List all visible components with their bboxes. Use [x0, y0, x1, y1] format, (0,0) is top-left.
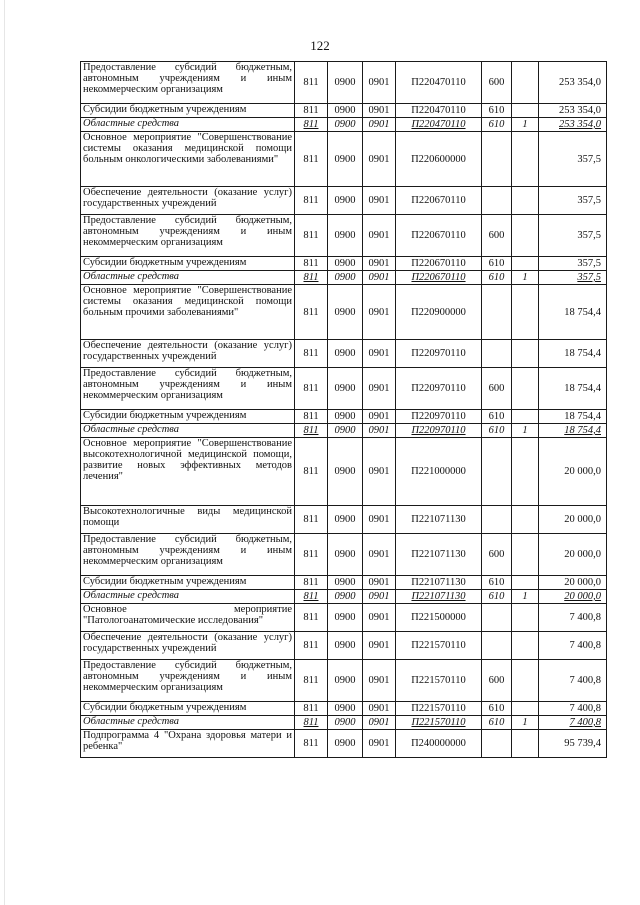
row-rz: 0900 — [328, 257, 363, 271]
row-pr: 0901 — [363, 187, 396, 215]
row-amount: 95 739,4 — [539, 730, 607, 758]
row-vr: 610 — [482, 590, 512, 604]
row-gr: 811 — [295, 257, 328, 271]
row-code: П221000000 — [396, 438, 482, 506]
row-vr — [482, 604, 512, 632]
row-source — [512, 438, 539, 506]
row-name: Субсидии бюджетным учреждениям — [81, 410, 295, 424]
row-vr: 600 — [482, 368, 512, 410]
row-name: Предоставление субсидий бюджетным, автономным учреждениям и иным некоммерческим организациям — [81, 534, 295, 576]
row-amount: 18 754,4 — [539, 424, 607, 438]
row-gr: 811 — [295, 660, 328, 702]
row-code: П220470110 — [396, 118, 482, 132]
row-gr: 811 — [295, 187, 328, 215]
row-rz: 0900 — [328, 410, 363, 424]
row-rz: 0900 — [328, 632, 363, 660]
row-rz: 0900 — [328, 271, 363, 285]
row-name: Высокотехнологичные виды медицинской помощи — [81, 506, 295, 534]
row-rz: 0900 — [328, 604, 363, 632]
row-code: П221071130 — [396, 534, 482, 576]
scan-edge-line — [4, 0, 5, 905]
row-gr: 811 — [295, 62, 328, 104]
row-rz: 0900 — [328, 590, 363, 604]
table-row — [81, 604, 607, 632]
row-source: 1 — [512, 424, 539, 438]
table-row — [81, 702, 607, 716]
table-row — [81, 506, 607, 534]
row-vr: 610 — [482, 257, 512, 271]
row-vr: 610 — [482, 576, 512, 590]
row-vr: 600 — [482, 660, 512, 702]
row-rz: 0900 — [328, 215, 363, 257]
row-gr: 811 — [295, 534, 328, 576]
row-amount: 18 754,4 — [539, 285, 607, 340]
row-pr: 0901 — [363, 534, 396, 576]
table-row — [81, 257, 607, 271]
row-vr: 610 — [482, 716, 512, 730]
table-row — [81, 215, 607, 257]
row-source: 1 — [512, 271, 539, 285]
row-code: П220670110 — [396, 215, 482, 257]
row-source — [512, 730, 539, 758]
row-gr: 811 — [295, 590, 328, 604]
row-pr: 0901 — [363, 438, 396, 506]
table-row — [81, 410, 607, 424]
row-vr: 610 — [482, 702, 512, 716]
row-code: П221071130 — [396, 576, 482, 590]
row-rz: 0900 — [328, 424, 363, 438]
row-rz: 0900 — [328, 660, 363, 702]
row-amount: 7 400,8 — [539, 716, 607, 730]
row-source: 1 — [512, 118, 539, 132]
row-source — [512, 576, 539, 590]
row-amount: 357,5 — [539, 271, 607, 285]
row-pr: 0901 — [363, 730, 396, 758]
row-amount: 18 754,4 — [539, 340, 607, 368]
row-code: П221071130 — [396, 506, 482, 534]
row-source — [512, 534, 539, 576]
table-row — [81, 632, 607, 660]
row-name: Основное мероприятие "Совершенствование высокотехнологичной медицинской помощи, развитие новых эффективных методов лечения" — [81, 438, 295, 506]
table-row — [81, 132, 607, 187]
row-rz: 0900 — [328, 285, 363, 340]
row-name: Предоставление субсидий бюджетным, автономным учреждениям и иным некоммерческим организациям — [81, 368, 295, 410]
row-name: Предоставление субсидий бюджетным, автономным учреждениям и иным некоммерческим организациям — [81, 215, 295, 257]
table-row — [81, 187, 607, 215]
row-vr: 610 — [482, 118, 512, 132]
row-rz: 0900 — [328, 506, 363, 534]
row-name: Областные средства — [81, 716, 295, 730]
row-gr: 811 — [295, 215, 328, 257]
row-name: Областные средства — [81, 271, 295, 285]
row-pr: 0901 — [363, 590, 396, 604]
row-source — [512, 702, 539, 716]
table-row — [81, 271, 607, 285]
row-amount: 18 754,4 — [539, 368, 607, 410]
row-rz: 0900 — [328, 132, 363, 187]
row-source: 1 — [512, 716, 539, 730]
row-source — [512, 132, 539, 187]
row-code: П220970110 — [396, 340, 482, 368]
row-source — [512, 368, 539, 410]
row-amount: 357,5 — [539, 215, 607, 257]
row-amount: 253 354,0 — [539, 62, 607, 104]
table-row — [81, 660, 607, 702]
row-gr: 811 — [295, 632, 328, 660]
row-pr: 0901 — [363, 340, 396, 368]
row-amount: 357,5 — [539, 257, 607, 271]
row-pr: 0901 — [363, 132, 396, 187]
row-amount: 20 000,0 — [539, 438, 607, 506]
row-vr: 610 — [482, 104, 512, 118]
row-name: Основное мероприятие "Совершенствование системы оказания медицинской помощи больным прочими заболеваниями" — [81, 285, 295, 340]
table-row — [81, 340, 607, 368]
row-amount: 7 400,8 — [539, 702, 607, 716]
row-vr — [482, 506, 512, 534]
row-source — [512, 632, 539, 660]
row-code: П221570110 — [396, 702, 482, 716]
row-name: Областные средства — [81, 590, 295, 604]
row-gr: 811 — [295, 271, 328, 285]
table-row — [81, 716, 607, 730]
row-amount: 20 000,0 — [539, 590, 607, 604]
row-gr: 811 — [295, 104, 328, 118]
row-code: П220670110 — [396, 271, 482, 285]
row-code: П221570110 — [396, 660, 482, 702]
row-gr: 811 — [295, 604, 328, 632]
row-code: П220470110 — [396, 104, 482, 118]
table-row — [81, 104, 607, 118]
table-row — [81, 534, 607, 576]
row-gr: 811 — [295, 132, 328, 187]
table-row — [81, 730, 607, 758]
row-source — [512, 215, 539, 257]
row-code: П220970110 — [396, 424, 482, 438]
row-code: П220970110 — [396, 368, 482, 410]
row-name: Основное мероприятие "Совершенствование системы оказания медицинской помощи больным онкологическими заболеваниями" — [81, 132, 295, 187]
row-vr — [482, 438, 512, 506]
row-source — [512, 660, 539, 702]
row-vr: 600 — [482, 215, 512, 257]
row-vr: 600 — [482, 62, 512, 104]
row-rz: 0900 — [328, 118, 363, 132]
row-vr: 610 — [482, 271, 512, 285]
row-rz: 0900 — [328, 104, 363, 118]
table-row — [81, 118, 607, 132]
row-code: П220970110 — [396, 410, 482, 424]
row-pr: 0901 — [363, 660, 396, 702]
row-name: Основное мероприятие "Патологоанатомические исследования" — [81, 604, 295, 632]
row-pr: 0901 — [363, 716, 396, 730]
row-pr: 0901 — [363, 576, 396, 590]
row-gr: 811 — [295, 702, 328, 716]
budget-table-body — [81, 62, 607, 758]
row-source — [512, 104, 539, 118]
row-vr — [482, 730, 512, 758]
row-source — [512, 410, 539, 424]
row-amount: 7 400,8 — [539, 632, 607, 660]
row-rz: 0900 — [328, 576, 363, 590]
row-code: П240000000 — [396, 730, 482, 758]
row-pr: 0901 — [363, 104, 396, 118]
row-gr: 811 — [295, 340, 328, 368]
row-gr: 811 — [295, 716, 328, 730]
row-vr — [482, 132, 512, 187]
row-source: 1 — [512, 590, 539, 604]
row-source — [512, 62, 539, 104]
row-code: П220900000 — [396, 285, 482, 340]
row-gr: 811 — [295, 118, 328, 132]
row-source — [512, 340, 539, 368]
row-pr: 0901 — [363, 285, 396, 340]
row-vr — [482, 632, 512, 660]
row-name: Обеспечение деятельности (оказание услуг) государственных учреждений — [81, 187, 295, 215]
row-amount: 18 754,4 — [539, 410, 607, 424]
row-rz: 0900 — [328, 340, 363, 368]
row-pr: 0901 — [363, 410, 396, 424]
row-gr: 811 — [295, 368, 328, 410]
row-rz: 0900 — [328, 534, 363, 576]
row-pr: 0901 — [363, 271, 396, 285]
row-pr: 0901 — [363, 702, 396, 716]
row-vr — [482, 285, 512, 340]
row-name: Субсидии бюджетным учреждениям — [81, 702, 295, 716]
row-name: Областные средства — [81, 424, 295, 438]
row-gr: 811 — [295, 410, 328, 424]
row-name: Предоставление субсидий бюджетным, автономным учреждениям и иным некоммерческим организациям — [81, 62, 295, 104]
table-row — [81, 368, 607, 410]
row-pr: 0901 — [363, 424, 396, 438]
row-vr: 600 — [482, 534, 512, 576]
row-source — [512, 187, 539, 215]
row-rz: 0900 — [328, 62, 363, 104]
row-rz: 0900 — [328, 368, 363, 410]
row-name: Обеспечение деятельности (оказание услуг) государственных учреждений — [81, 632, 295, 660]
row-pr: 0901 — [363, 506, 396, 534]
row-pr: 0901 — [363, 368, 396, 410]
row-pr: 0901 — [363, 632, 396, 660]
row-gr: 811 — [295, 730, 328, 758]
row-gr: 811 — [295, 576, 328, 590]
row-amount: 20 000,0 — [539, 506, 607, 534]
row-code: П221570110 — [396, 632, 482, 660]
row-gr: 811 — [295, 438, 328, 506]
row-amount: 20 000,0 — [539, 576, 607, 590]
table-row — [81, 424, 607, 438]
row-pr: 0901 — [363, 118, 396, 132]
table-row — [81, 590, 607, 604]
row-name: Предоставление субсидий бюджетным, автономным учреждениям и иным некоммерческим организациям — [81, 660, 295, 702]
row-name: Субсидии бюджетным учреждениям — [81, 257, 295, 271]
page-number: 122 — [310, 38, 330, 53]
row-code: П220670110 — [396, 187, 482, 215]
row-rz: 0900 — [328, 187, 363, 215]
row-pr: 0901 — [363, 257, 396, 271]
row-vr — [482, 340, 512, 368]
row-gr: 811 — [295, 285, 328, 340]
row-source — [512, 285, 539, 340]
row-amount: 357,5 — [539, 187, 607, 215]
table-row — [81, 62, 607, 104]
table-row — [81, 285, 607, 340]
row-pr: 0901 — [363, 62, 396, 104]
row-code: П221500000 — [396, 604, 482, 632]
row-pr: 0901 — [363, 604, 396, 632]
row-vr: 610 — [482, 410, 512, 424]
row-gr: 811 — [295, 506, 328, 534]
row-code: П221570110 — [396, 716, 482, 730]
row-source — [512, 604, 539, 632]
row-vr — [482, 187, 512, 215]
row-name: Субсидии бюджетным учреждениям — [81, 104, 295, 118]
budget-table — [80, 61, 607, 758]
row-rz: 0900 — [328, 716, 363, 730]
row-source — [512, 506, 539, 534]
row-rz: 0900 — [328, 438, 363, 506]
row-rz: 0900 — [328, 702, 363, 716]
row-name: Субсидии бюджетным учреждениям — [81, 576, 295, 590]
row-amount: 357,5 — [539, 132, 607, 187]
row-name: Обеспечение деятельности (оказание услуг) государственных учреждений — [81, 340, 295, 368]
row-name: Подпрограмма 4 "Охрана здоровья матери и ребенка" — [81, 730, 295, 758]
row-amount: 7 400,8 — [539, 660, 607, 702]
row-code: П220470110 — [396, 62, 482, 104]
row-amount: 253 354,0 — [539, 118, 607, 132]
row-amount: 253 354,0 — [539, 104, 607, 118]
row-amount: 7 400,8 — [539, 604, 607, 632]
row-amount: 20 000,0 — [539, 534, 607, 576]
row-vr: 610 — [482, 424, 512, 438]
row-rz: 0900 — [328, 730, 363, 758]
table-row — [81, 576, 607, 590]
table-row — [81, 438, 607, 506]
row-code: П220600000 — [396, 132, 482, 187]
row-gr: 811 — [295, 424, 328, 438]
row-source — [512, 257, 539, 271]
row-code: П220670110 — [396, 257, 482, 271]
row-code: П221071130 — [396, 590, 482, 604]
row-pr: 0901 — [363, 215, 396, 257]
row-name: Областные средства — [81, 118, 295, 132]
